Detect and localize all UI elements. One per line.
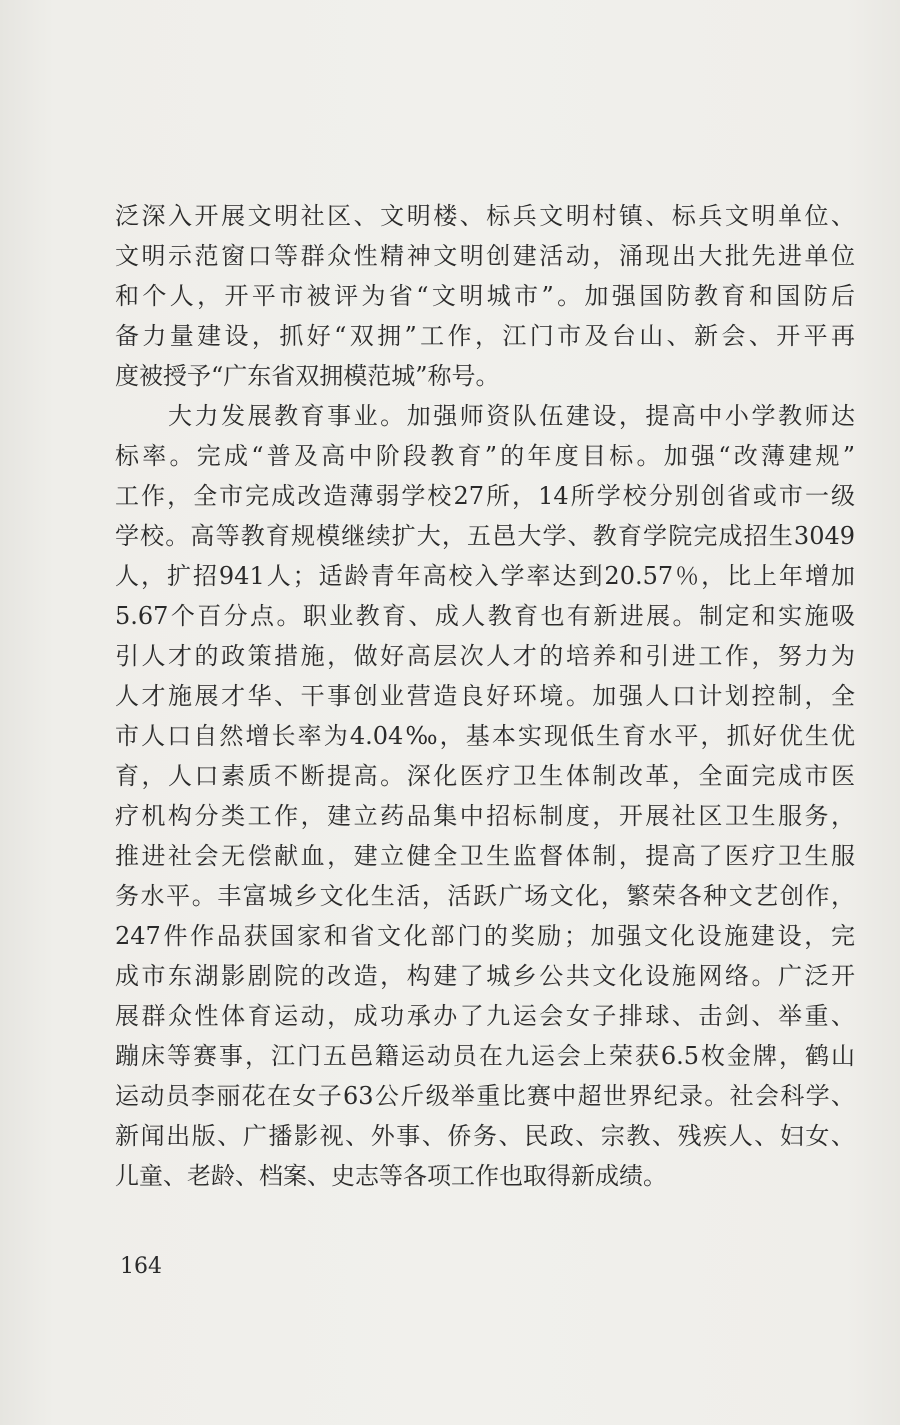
text-line: 247件作品获国家和省文化部门的奖励；加强文化设施建设，完 <box>115 922 855 950</box>
text-line: 疗机构分类工作，建立药品集中招标制度，开展社区卫生服务， <box>115 802 855 830</box>
text-line: 市人口自然增长率为4.04‰，基本实现低生育水平，抓好优生优 <box>115 722 855 750</box>
text-line: 学校。高等教育规模继续扩大，五邑大学、教育学院完成招生3049 <box>115 522 855 550</box>
text-line: 大力发展教育事业。加强师资队伍建设，提高中小学教师达 <box>115 402 855 430</box>
paragraph-1 <box>115 196 855 396</box>
text-line: 儿童、老龄、档案、史志等各项工作也取得新成绩。 <box>115 1162 667 1190</box>
text-line: 育，人口素质不断提高。深化医疗卫生体制改革，全面完成市医 <box>115 762 855 790</box>
text-line: 引人才的政策措施，做好高层次人才的培养和引进工作，努力为 <box>115 642 855 670</box>
paragraph-2 <box>115 396 855 1196</box>
text-line: 务水平。丰富城乡文化生活，活跃广场文化，繁荣各种文艺创作， <box>115 882 855 910</box>
text-line: 泛深入开展文明社区、文明楼、标兵文明村镇、标兵文明单位、 <box>115 202 855 230</box>
text-line: 运动员李丽花在女子63公斤级举重比赛中超世界纪录。社会科学、 <box>115 1082 855 1110</box>
text-line: 推进社会无偿献血，建立健全卫生监督体制，提高了医疗卫生服 <box>115 842 855 870</box>
text-line: 新闻出版、广播影视、外事、侨务、民政、宗教、残疾人、妇女、 <box>115 1122 855 1150</box>
text-line: 备力量建设，抓好“双拥”工作，江门市及台山、新会、开平再 <box>115 322 855 350</box>
text-line: 展群众性体育运动，成功承办了九运会女子排球、击剑、举重、 <box>115 1002 855 1030</box>
text-line: 人才施展才华、干事创业营造良好环境。加强人口计划控制，全 <box>115 682 855 710</box>
text-line: 蹦床等赛事，江门五邑籍运动员在九运会上荣获6.5枚金牌，鹤山 <box>115 1042 855 1070</box>
text-line: 成市东湖影剧院的改造，构建了城乡公共文化设施网络。广泛开 <box>115 962 855 990</box>
text-line: 标率。完成“普及高中阶段教育”的年度目标。加强“改薄建规” <box>115 442 855 470</box>
page-number: 164 <box>120 1254 162 1279</box>
body-text <box>115 196 855 1196</box>
text-line: 和个人，开平市被评为省“文明城市”。加强国防教育和国防后 <box>115 282 855 310</box>
text-line: 5.67个百分点。职业教育、成人教育也有新进展。制定和实施吸 <box>115 602 855 630</box>
text-line: 人，扩招941人；适龄青年高校入学率达到20.57％，比上年增加 <box>115 562 855 590</box>
text-line: 文明示范窗口等群众性精神文明创建活动，涌现出大批先进单位 <box>115 242 855 270</box>
text-line: 工作，全市完成改造薄弱学校27所，14所学校分别创省或市一级 <box>115 482 855 510</box>
text-line: 度被授予“广东省双拥模范城”称号。 <box>115 362 500 390</box>
